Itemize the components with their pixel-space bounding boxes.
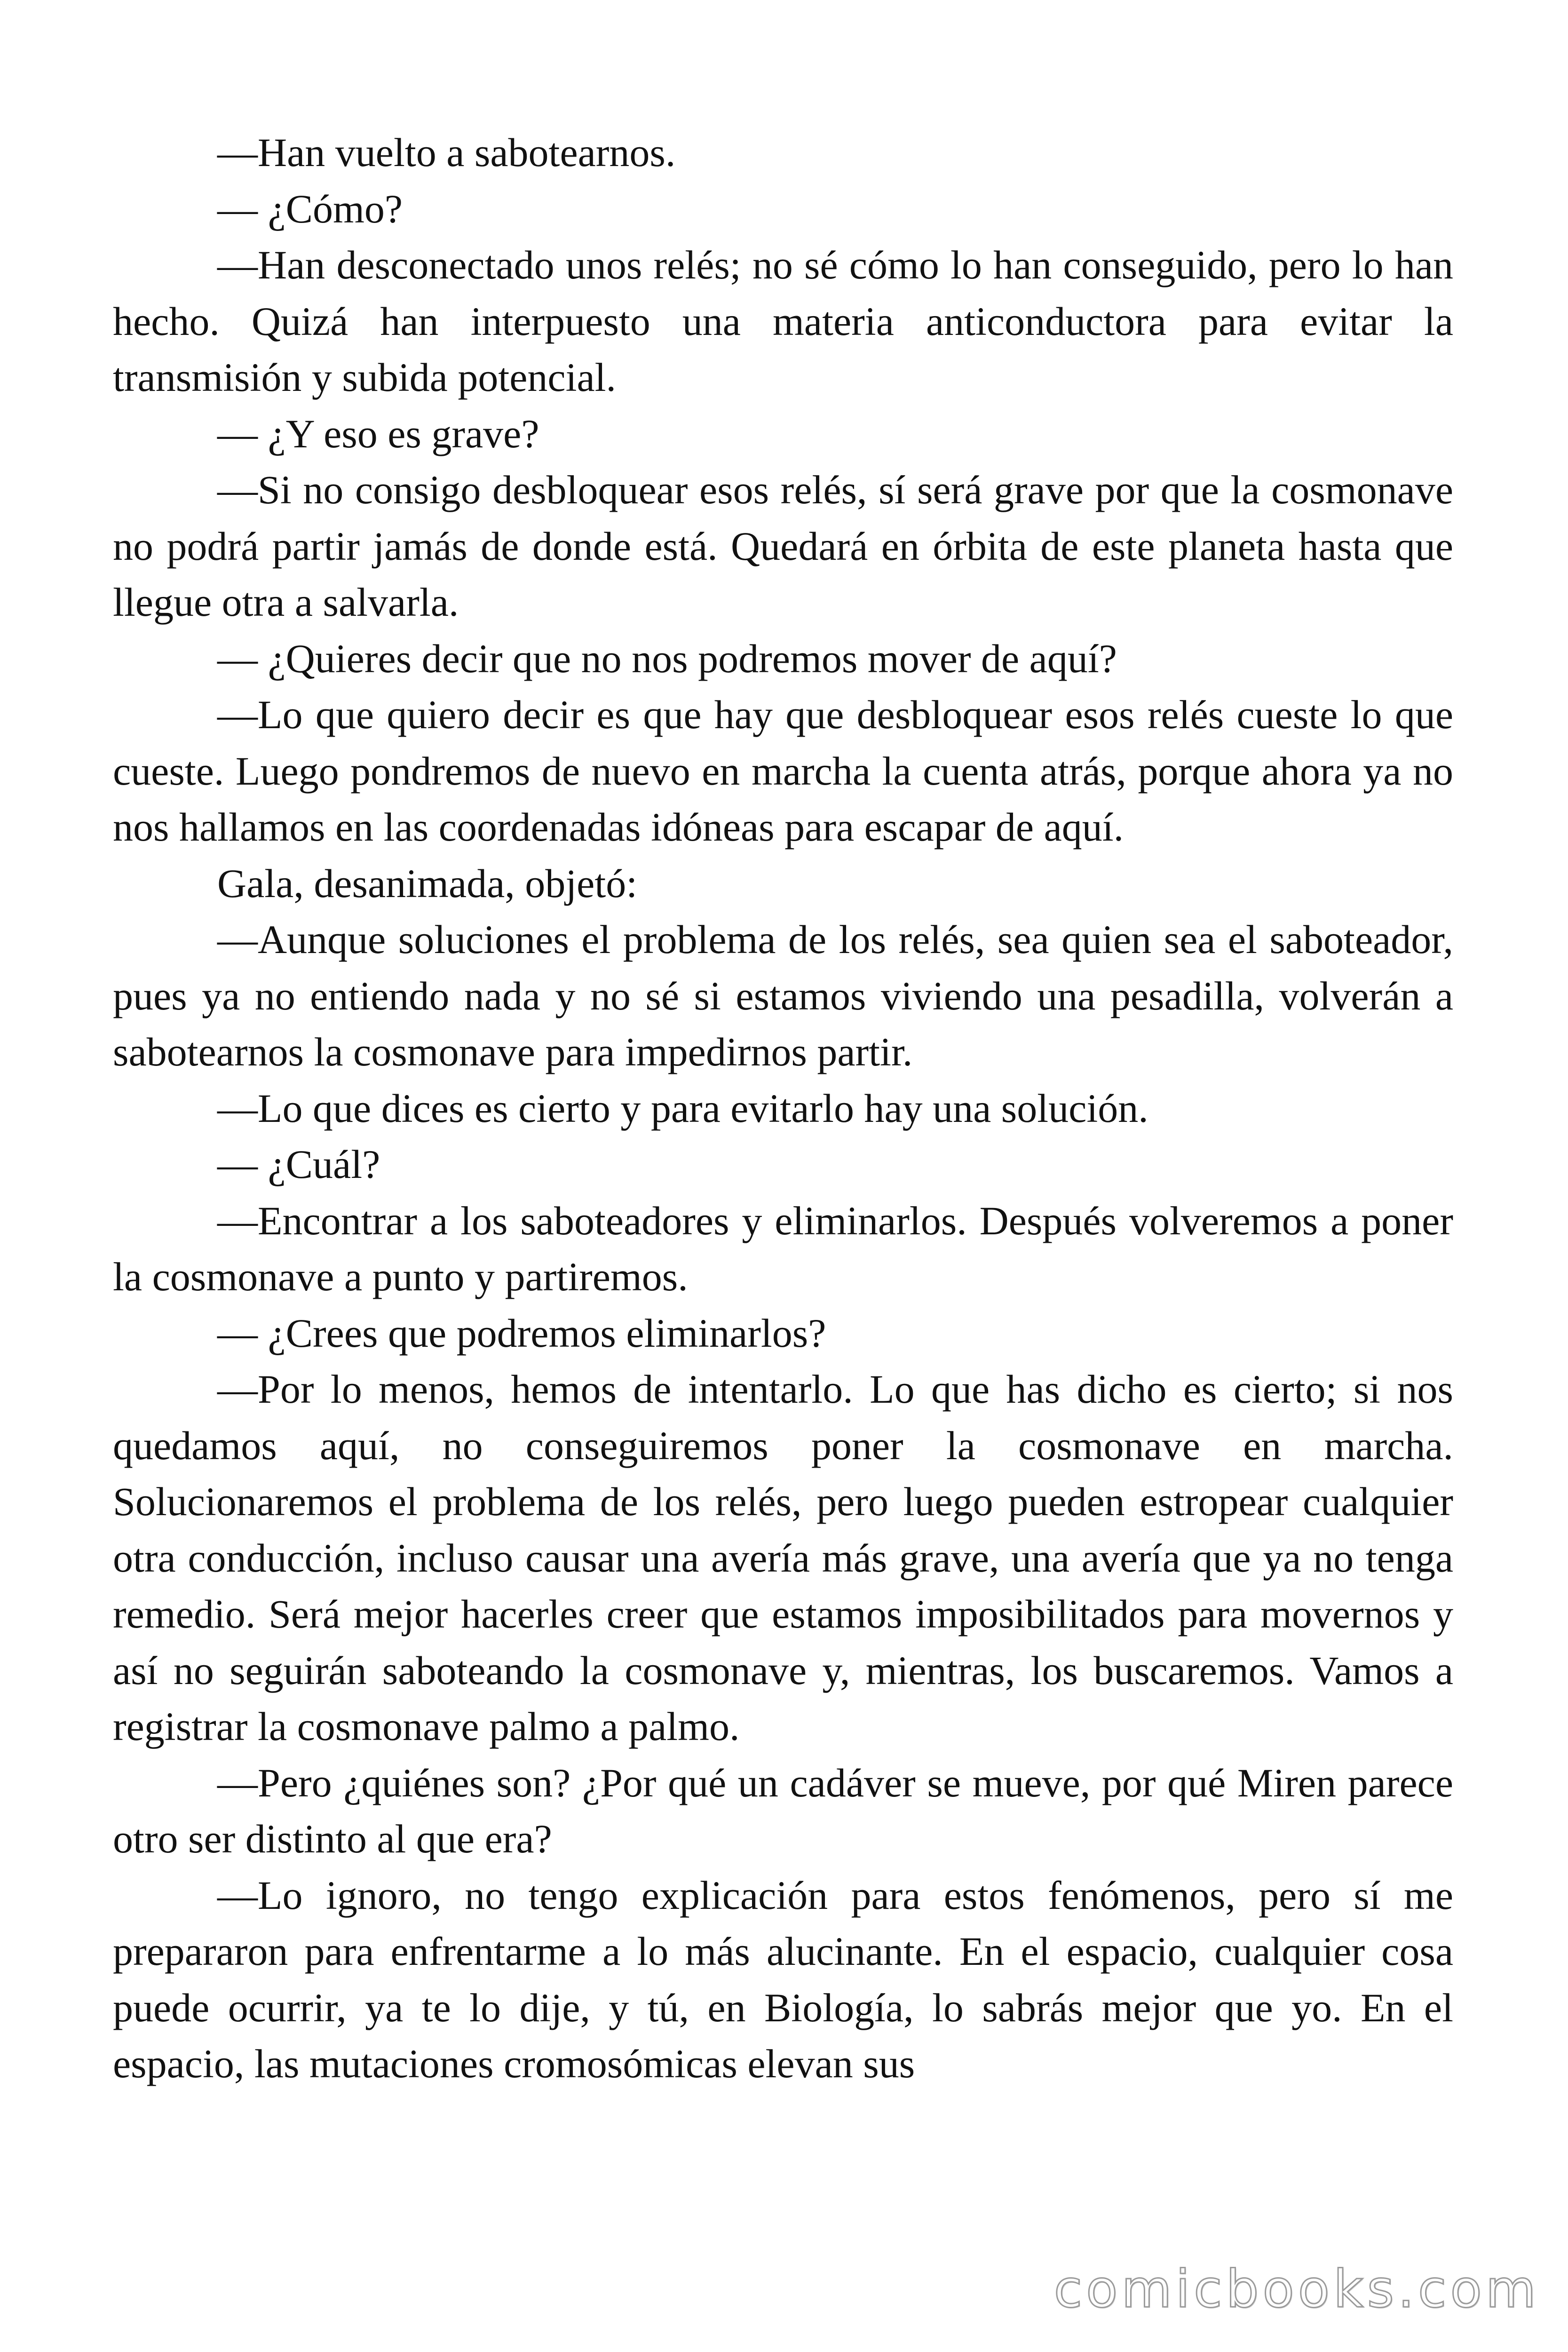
- paragraph: — ¿Quieres decir que no nos podremos mover de aquí?: [217, 636, 1117, 681]
- paragraph: — ¿Y eso es grave?: [217, 411, 539, 456]
- watermark: comicbooks.com: [1053, 2259, 1540, 2319]
- paragraph: —Encontrar a los saboteadores y eliminarlos. Después volveremos a poner la cosmonave a punto y partiremos.: [113, 1198, 1453, 1299]
- paragraph: —Han desconectado unos relés; no sé cómo lo han conseguido, pero lo han hecho. Quizá han interpuesto una materia anticonductora para evitar la transmisión y subida potencial.: [113, 242, 1453, 400]
- paragraph: — ¿Crees que podremos eliminarlos?: [217, 1310, 826, 1356]
- page-text: [113, 125, 1453, 2092]
- paragraph: —Aunque soluciones el problema de los relés, sea quien sea el saboteador, pues ya no entiendo nada y no sé si estamos viviendo una pesadilla, volverán a sabotearnos la cosmonave para impedirnos partir.: [113, 917, 1453, 1074]
- paragraph: —Lo ignoro, no tengo explicación para estos fenómenos, pero sí me prepararon para enfrentarme a lo más alucinante. En el espacio, cualquier cosa puede ocurrir, ya te lo dije, y tú, en Biología, lo sabrás mejor que yo. En el espacio, las mutaciones cromosómicas elevan sus: [113, 1872, 1453, 2086]
- paragraph: —Lo que quiero decir es que hay que desbloquear esos relés cueste lo que cueste. Luego pondremos de nuevo en marcha la cuenta atrás, porque ahora ya no nos hallamos en las coordenadas idóneas para escapar de aquí.: [113, 692, 1453, 850]
- paragraph: —Han vuelto a sabotearnos.: [217, 130, 676, 175]
- paragraph: — ¿Cuál?: [217, 1142, 380, 1187]
- paragraph: —Si no consigo desbloquear esos relés, sí será grave por que la cosmonave no podrá partir jamás de donde está. Quedará en órbita de este planeta hasta que llegue otra a salvarla.: [113, 467, 1453, 625]
- paragraph: —Lo que dices es cierto y para evitarlo hay una solución.: [217, 1085, 1148, 1131]
- paragraph: — ¿Cómo?: [217, 186, 403, 231]
- paragraph: —Por lo menos, hemos de intentarlo. Lo que has dicho es cierto; si nos quedamos aquí, no conseguiremos poner la cosmonave en marcha. Solucionaremos el problema de los relés, pero luego pueden estropear cualquier otra conducción, incluso causar una avería más grave, una avería que ya no tenga remedio. Será mejor hacerles creer que estamos imposibilitados para movernos y así no seguirán saboteando la cosmonave y, mientras, los buscaremos. Vamos a registrar la cosmonave palmo a palmo.: [113, 1367, 1453, 1749]
- paragraph: Gala, desanimada, objetó:: [217, 860, 638, 906]
- paragraph: —Pero ¿quiénes son? ¿Por qué un cadáver se mueve, por qué Miren parece otro ser distinto al que era?: [113, 1760, 1453, 1861]
